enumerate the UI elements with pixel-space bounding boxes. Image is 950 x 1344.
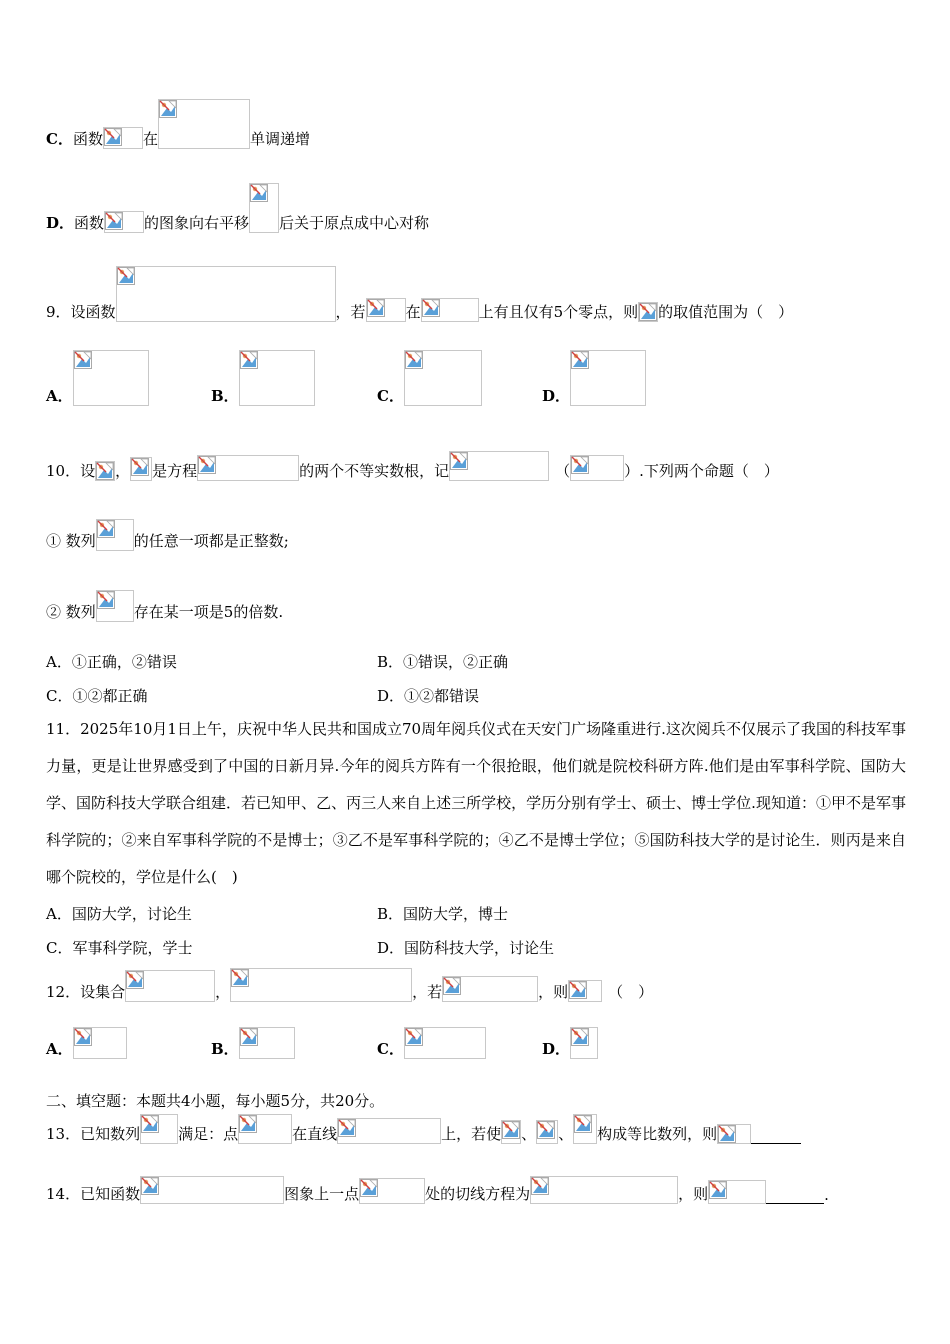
text: 上，若使 <box>441 1125 502 1143</box>
formula-image <box>501 1120 521 1144</box>
text: （ ） <box>608 983 654 1001</box>
broken-image-icon <box>104 128 122 146</box>
text: 的图象向右平移 <box>144 214 250 232</box>
broken-image-icon <box>405 1028 423 1046</box>
broken-image-icon <box>639 303 657 321</box>
formula-image <box>96 519 134 551</box>
broken-image-icon <box>569 981 587 999</box>
formula-image <box>230 968 412 1002</box>
formula-image <box>238 1114 292 1144</box>
broken-image-icon <box>360 1179 378 1197</box>
broken-image-icon <box>250 184 268 202</box>
q9-option-c[interactable] <box>377 350 482 406</box>
text: ， <box>215 983 231 1001</box>
text: . <box>824 1186 829 1204</box>
text: 上有且仅有5个零点，则 <box>478 303 639 321</box>
formula-image <box>103 127 143 149</box>
broken-image-icon <box>531 1177 549 1195</box>
option-label: C． <box>377 387 404 405</box>
broken-image-icon <box>231 969 249 987</box>
q10-statement-1 <box>46 517 289 551</box>
q12-option-b[interactable] <box>211 1027 295 1059</box>
text: ② 数列 <box>46 603 96 621</box>
text: 的两个不等实数根，记 <box>299 462 450 480</box>
text: ，则 <box>678 1185 709 1203</box>
text: 处的切线方程为 <box>425 1185 531 1203</box>
q10-statement-2 <box>46 588 283 622</box>
broken-image-icon <box>502 1121 520 1139</box>
text: 、 <box>558 1125 574 1143</box>
formula-image <box>708 1180 766 1204</box>
text: 是方程 <box>152 462 198 480</box>
text: （ <box>555 462 571 480</box>
text: 构成等比数列，则 <box>597 1125 718 1143</box>
text: 满足：点 <box>178 1125 239 1143</box>
q12-option-d[interactable] <box>542 1027 598 1059</box>
formula-image <box>130 457 152 481</box>
broken-image-icon <box>159 100 177 118</box>
answer-blank[interactable] <box>751 1129 801 1144</box>
text: 后关于原点成中心对称 <box>279 214 430 232</box>
formula-image <box>404 350 482 406</box>
q9-option-b[interactable] <box>211 350 315 406</box>
broken-image-icon <box>141 1115 159 1133</box>
broken-image-icon <box>443 977 461 995</box>
broken-image-icon <box>338 1119 356 1137</box>
broken-image-icon <box>239 1115 257 1133</box>
formula-image <box>96 590 134 622</box>
broken-image-icon <box>74 1028 92 1046</box>
text: 函数 <box>72 130 103 148</box>
broken-image-icon <box>97 520 115 538</box>
formula-image <box>421 298 479 322</box>
formula-image <box>95 461 115 481</box>
formula-image <box>717 1124 751 1144</box>
formula-image <box>249 183 279 233</box>
text: 单调递增 <box>249 130 310 148</box>
formula-image <box>573 1114 597 1144</box>
q8-option-d <box>46 183 429 233</box>
text: ， <box>115 462 131 480</box>
formula-image <box>125 970 215 1002</box>
formula-image <box>73 1027 127 1059</box>
formula-image <box>442 976 538 1002</box>
option-label: D． <box>46 214 75 232</box>
broken-image-icon <box>97 591 115 609</box>
q11-option-d[interactable]: D．国防科技大学，讨论生 <box>377 939 555 957</box>
formula-image <box>568 980 602 1002</box>
q10-option-c[interactable]: C．①②都正确 <box>46 687 148 705</box>
text: 图象上一点 <box>284 1185 360 1203</box>
broken-image-icon <box>571 351 589 369</box>
broken-image-icon <box>131 458 149 476</box>
broken-image-icon <box>450 452 468 470</box>
broken-image-icon <box>718 1125 736 1143</box>
q10-option-d[interactable]: D．①②都错误 <box>377 687 480 705</box>
text: 的任意一项都是正整数; <box>133 532 289 550</box>
broken-image-icon <box>141 1177 159 1195</box>
text: 、 <box>521 1125 537 1143</box>
formula-image <box>404 1027 486 1059</box>
q14-stem <box>46 1170 829 1204</box>
option-label: B． <box>211 387 239 405</box>
formula-image <box>73 350 149 406</box>
formula-image <box>570 1027 598 1059</box>
formula-image <box>359 1178 425 1204</box>
question-number: 10．设 <box>46 462 96 480</box>
question-number: 13．已知数列 <box>46 1125 141 1143</box>
q13-stem <box>46 1112 801 1144</box>
q9-stem <box>46 266 793 322</box>
broken-image-icon <box>422 299 440 317</box>
q9-option-a[interactable] <box>46 350 149 406</box>
option-label: D． <box>542 387 571 405</box>
text: 存在某一项是5的倍数. <box>133 603 284 621</box>
broken-image-icon <box>405 351 423 369</box>
q11-stem: 11．2025年10月1日上午，庆祝中华人民共和国成立70周年阅兵仪式在天安门广场隆重进行.这次阅兵不仅展示了我国的科技军事力量，更是让世界感受到了中国的日新月异.今年的阅兵方阵有一个很抢眼，他们就是院校科研方阵.他们是由军事科学院、国防大学、国防科技大学联合组建．若已知甲、乙、丙三人来自上述三所学校，学历分别有学士、硕士、博士学位.现知道：①甲不是军事科学院的；②来自军事科学院的不是博士；③乙不是军事科学院的；④乙不是博士学位；⑤国防科技大学的是讨论生．则丙是来自哪个院校的，学位是什么( ) <box>46 720 906 886</box>
formula-image <box>140 1114 178 1144</box>
q11-option-c[interactable]: C．军事科学院，学士 <box>46 939 193 957</box>
formula-image <box>158 99 250 149</box>
option-label: A． <box>46 1040 73 1058</box>
broken-image-icon <box>571 456 589 474</box>
broken-image-icon <box>126 971 144 989</box>
text: ① 数列 <box>46 532 96 550</box>
option-label: B． <box>211 1040 239 1058</box>
text: 的取值范围为（ ） <box>658 303 794 321</box>
q11-option-a[interactable]: A．国防大学，讨论生 <box>46 905 192 923</box>
answer-blank[interactable] <box>766 1189 824 1204</box>
broken-image-icon <box>367 299 385 317</box>
formula-image <box>366 298 406 322</box>
text: ）.下列两个命题（ ） <box>624 462 779 480</box>
q11-option-b[interactable]: B．国防大学，博士 <box>377 905 509 923</box>
broken-image-icon <box>240 1028 258 1046</box>
q12-stem <box>46 968 653 1002</box>
formula-image <box>116 266 336 322</box>
q10-stem <box>46 447 779 481</box>
formula-image <box>449 451 549 481</box>
option-label: A． <box>46 387 73 405</box>
question-number: 9．设函数 <box>46 303 116 321</box>
broken-image-icon <box>96 462 114 480</box>
broken-image-icon <box>74 351 92 369</box>
text: ，则 <box>538 983 569 1001</box>
formula-image <box>104 211 144 233</box>
formula-image <box>570 455 624 481</box>
q12-option-a[interactable] <box>46 1027 127 1059</box>
broken-image-icon <box>240 351 258 369</box>
option-label: D． <box>542 1040 571 1058</box>
formula-image <box>337 1118 441 1144</box>
formula-image <box>239 350 315 406</box>
formula-image <box>140 1176 284 1204</box>
formula-image <box>197 455 299 481</box>
question-number: 14．已知函数 <box>46 1185 141 1203</box>
broken-image-icon <box>117 267 135 285</box>
broken-image-icon <box>574 1115 592 1133</box>
broken-image-icon <box>709 1181 727 1199</box>
q10-option-a[interactable]: A．①正确，②错误 <box>46 653 177 671</box>
q8-option-c <box>46 99 310 149</box>
formula-image <box>239 1027 295 1059</box>
formula-image <box>570 350 646 406</box>
text: 在直线 <box>292 1125 338 1143</box>
text: 在 <box>142 130 158 148</box>
question-number: 12．设集合 <box>46 983 126 1001</box>
section-heading: 二、填空题：本题共4小题，每小题5分，共20分。 <box>46 1092 385 1110</box>
broken-image-icon <box>571 1028 589 1046</box>
option-label: C． <box>377 1040 404 1058</box>
text: 在 <box>405 303 421 321</box>
text: ，若 <box>335 303 366 321</box>
formula-image <box>530 1176 678 1204</box>
q12-option-c[interactable] <box>377 1027 486 1059</box>
formula-image <box>638 302 658 322</box>
formula-image <box>536 1120 558 1144</box>
option-label: C． <box>46 130 73 148</box>
text: ，若 <box>412 983 443 1001</box>
text: 函数 <box>74 214 105 232</box>
broken-image-icon <box>537 1121 555 1139</box>
broken-image-icon <box>105 212 123 230</box>
broken-image-icon <box>198 456 216 474</box>
q10-option-b[interactable]: B．①错误，②正确 <box>377 653 509 671</box>
q9-option-d[interactable] <box>542 350 646 406</box>
